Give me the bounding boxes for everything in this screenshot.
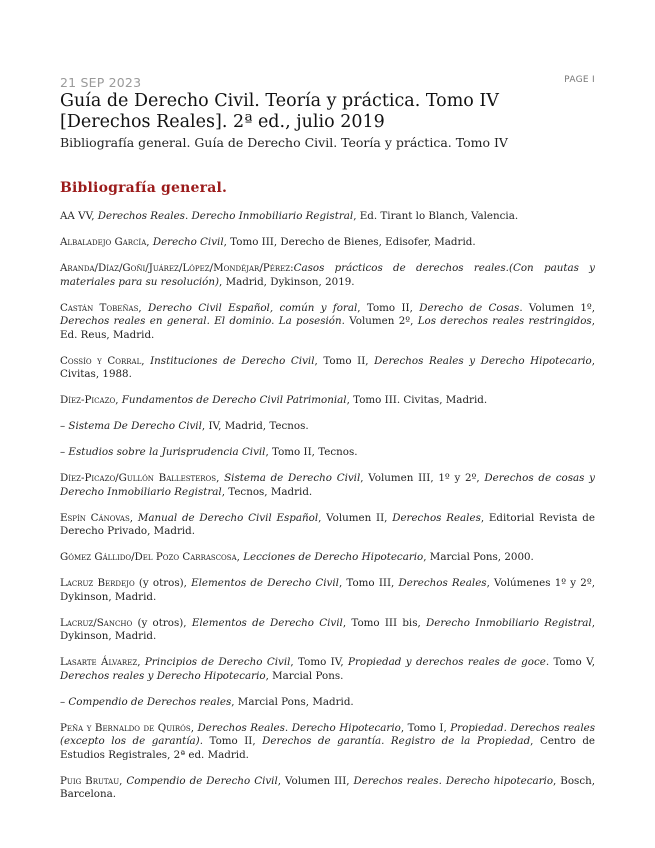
bibliography-entry: – Sistema De Derecho Civil, IV, Madrid, Tecnos. — [60, 420, 309, 432]
bibliography-entry: Albaladejo García, Derecho Civil, Tomo III, Derecho de Bienes, Edisofer, Madrid. — [60, 236, 476, 248]
bibliography-entry: Lacruz Berdejo (y otros), Elementos de Derecho Civil, Tomo III, Derechos Reales, Volúmenes 1º y 2º, Dykinson, Madrid. — [60, 577, 595, 603]
bibliography-entry: Castán Tobeñas, Derecho Civil Español, común y foral, Tomo II, Derecho de Cosas. Volumen 1º, Derechos reales en general. El dominio. La posesión. Volumen 2º, Los derechos reales restringidos, Ed. Reus, Madrid. — [60, 301, 596, 341]
page-number: PAGE I — [564, 75, 595, 85]
bibliography-entry: Lacruz/Sancho (y otros), Elementos de Derecho Civil, Tomo III bis, Derecho Inmobiliario Registral, Dykinson, Madrid. — [60, 616, 595, 642]
bibliography-entry: Aranda/Díaz/Goñi/Juárez/López/Mondéjar/Pérez:Casos prácticos de derechos reales.(Con pautas y materiales para su resolución), Madrid, Dykinson, 2019. — [60, 262, 595, 288]
bibliography-entry: – Estudios sobre la Jurisprudencia Civil, Tomo II, Tecnos. — [60, 446, 358, 458]
bibliography-entry: Peña y Bernaldo de Quirós, Derechos Reales. Derecho Hipotecario, Tomo I, Propiedad. Derechos reales (excepto los de garantía). Tomo II, Derechos de garantía. Registro de la Propiedad, Centro de Estudios Registrales, 2ª ed. Madrid. — [60, 721, 596, 761]
bibliography-entry: AA VV, Derechos Reales. Derecho Inmobiliario Registral, Ed. Tirant lo Blanch, Valencia. — [60, 210, 519, 222]
bibliography-entry: Díez-Picazo, Fundamentos de Derecho Civil Patrimonial, Tomo III. Civitas, Madrid. — [60, 394, 488, 406]
document-subtitle: Bibliografía general. Guía de Derecho Civil. Teoría y práctica. Tomo IV — [60, 135, 508, 150]
header-row — [60, 72, 595, 88]
bibliography-entry: Espín Cánovas, Manual de Derecho Civil Español, Volumen II, Derechos Reales, Editorial Revista de Derecho Privado, Madrid. — [60, 511, 595, 537]
document-title: Guía de Derecho Civil. Teoría y práctica. Tomo IV [Derechos Reales]. 2ª ed., julio 2019 — [60, 91, 499, 132]
bibliography-entry: Díez-Picazo/Gullón Ballesteros, Sistema de Derecho Civil, Volumen III, 1º y 2º, Derechos de cosas y Derecho Inmobiliario Registral, Tecnos, Madrid. — [60, 472, 596, 498]
section-heading: Bibliografía general. — [60, 180, 228, 196]
document-date: 21 SEP 2023 — [60, 75, 142, 90]
bibliography-entry: Lasarte Álvarez, Principios de Derecho Civil, Tomo IV, Propiedad y derechos reales de goce. Tomo V, Derechos reales y Derecho Hipotecario, Marcial Pons. — [60, 656, 596, 682]
bibliography-entry: Cossío y Corral, Instituciones de Derecho Civil, Tomo II, Derechos Reales y Derecho Hipotecario, Civitas, 1988. — [60, 354, 596, 380]
bibliography-entry: Gómez Gállido/Del Pozo Carrascosa, Lecciones de Derecho Hipotecario, Marcial Pons, 2000. — [60, 551, 534, 563]
bibliography-entry: Puig Brutau, Compendio de Derecho Civil, Volumen III, Derechos reales. Derecho hipotecario, Bosch, Barcelona. — [60, 774, 595, 800]
bibliography-list — [60, 210, 595, 802]
bibliography-entry: – Compendio de Derechos reales, Marcial Pons, Madrid. — [60, 695, 354, 708]
document-page — [60, 72, 595, 814]
